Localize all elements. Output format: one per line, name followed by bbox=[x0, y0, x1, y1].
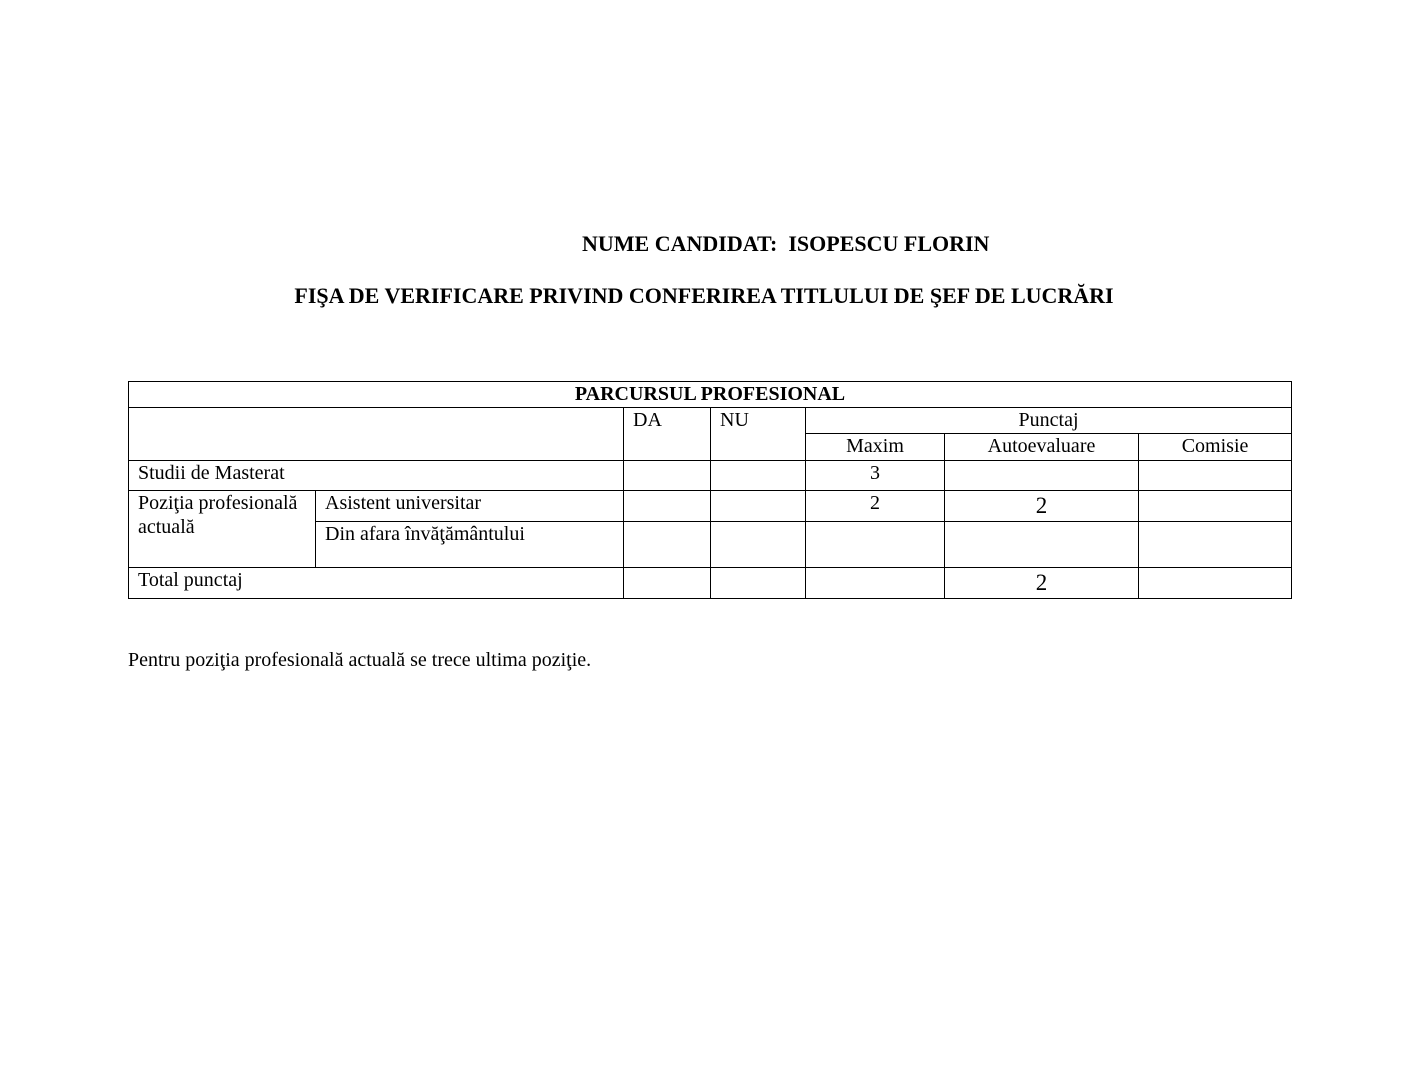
evaluation-table bbox=[128, 381, 1292, 599]
footnote: Pentru poziţia profesională actuală se trece ultima poziţie. bbox=[128, 649, 592, 671]
header-nu: NU bbox=[711, 408, 806, 461]
header-blank-cell bbox=[129, 408, 624, 461]
document-title: FIŞA DE VERIFICARE PRIVIND CONFERIREA TITLULUI DE ŞEF DE LUCRĂRI bbox=[294, 283, 1114, 308]
din-afara-da-cell bbox=[624, 522, 711, 568]
total-da-cell bbox=[624, 568, 711, 599]
asistent-comisie-cell bbox=[1139, 491, 1292, 522]
row-label-asistent: Asistent universitar bbox=[316, 491, 624, 522]
table-row-asistent bbox=[129, 491, 1292, 522]
section-title: PARCURSUL PROFESIONAL bbox=[129, 382, 1292, 408]
total-comisie-cell bbox=[1139, 568, 1292, 599]
table-row-total bbox=[129, 568, 1292, 599]
row-label-total: Total punctaj bbox=[129, 568, 624, 599]
total-maxim-cell bbox=[806, 568, 945, 599]
total-autoevaluare-cell: 2 bbox=[945, 568, 1139, 599]
row-label-din-afara: Din afara învăţământului bbox=[316, 522, 624, 568]
studii-nu-cell bbox=[711, 461, 806, 491]
asistent-da-cell bbox=[624, 491, 711, 522]
row-label-studii: Studii de Masterat bbox=[129, 461, 624, 491]
studii-da-cell bbox=[624, 461, 711, 491]
din-afara-comisie-cell bbox=[1139, 522, 1292, 568]
candidate-name: ISOPESCU FLORIN bbox=[788, 231, 990, 256]
din-afara-autoevaluare-cell bbox=[945, 522, 1139, 568]
asistent-maxim-cell: 2 bbox=[806, 491, 945, 522]
header-comisie: Comisie bbox=[1139, 434, 1292, 461]
total-nu-cell bbox=[711, 568, 806, 599]
din-afara-nu-cell bbox=[711, 522, 806, 568]
header-da: DA bbox=[624, 408, 711, 461]
din-afara-maxim-cell bbox=[806, 522, 945, 568]
candidate-label: NUME CANDIDAT: bbox=[582, 231, 778, 256]
header-maxim: Maxim bbox=[806, 434, 945, 461]
asistent-autoevaluare-cell: 2 bbox=[945, 491, 1139, 522]
header-punctaj: Punctaj bbox=[806, 408, 1292, 434]
table-row-studii bbox=[129, 461, 1292, 491]
studii-comisie-cell bbox=[1139, 461, 1292, 491]
candidate-line bbox=[582, 229, 989, 259]
row-label-pozitia: Poziţia profesională actuală bbox=[129, 491, 316, 568]
studii-maxim-cell: 3 bbox=[806, 461, 945, 491]
studii-autoevaluare-cell bbox=[945, 461, 1139, 491]
asistent-nu-cell bbox=[711, 491, 806, 522]
header-autoevaluare: Autoevaluare bbox=[945, 434, 1139, 461]
